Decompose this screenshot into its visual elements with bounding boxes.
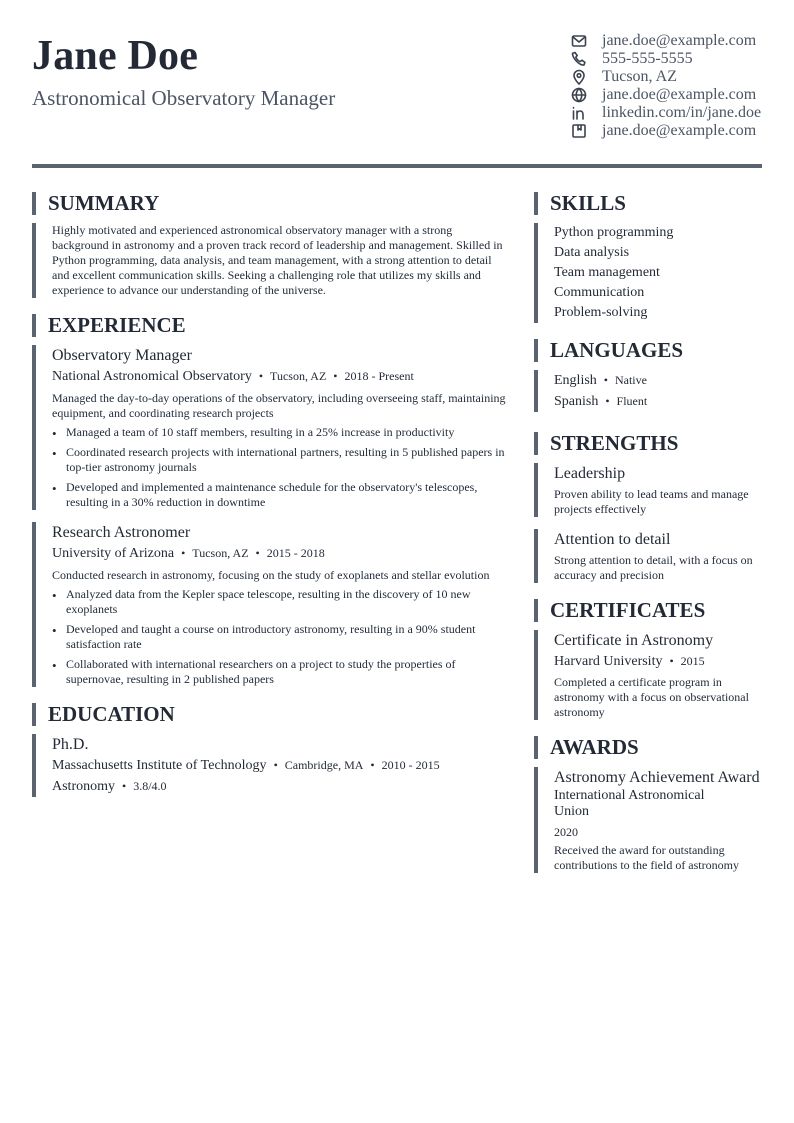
education-section: [32, 703, 510, 797]
list-item: Spanish • Fluent: [554, 394, 648, 409]
list-item: • Developed and taught a course on introductory astronomy, resulting in a 90% student satisfaction rate: [52, 622, 510, 652]
location-icon: [570, 68, 588, 86]
strength-description: Proven ability to lead teams and manage projects effectively: [554, 487, 749, 516]
linkedin-icon: [570, 104, 588, 122]
contact-text: Tucson, AZ: [602, 68, 677, 85]
candidate-name: Jane Doe: [32, 33, 199, 79]
left-column: [32, 192, 510, 813]
strength-entry: [534, 463, 770, 517]
strength-description: Strong attention to detail, with a focus on accuracy and precision: [554, 553, 753, 582]
language-name: English: [554, 373, 597, 388]
skills-section: [534, 192, 770, 323]
contact-portfolio[interactable]: [570, 122, 780, 140]
language-level: Fluent: [616, 394, 648, 408]
award-entry: [534, 767, 770, 873]
list-item: English • Native: [554, 373, 647, 388]
languages-list: [534, 370, 770, 412]
bookmark-icon: [570, 122, 588, 140]
contact-list: [570, 32, 780, 140]
employer: National Astronomical Observatory: [52, 369, 252, 384]
school-meta: Massachusetts Institute of Technology • Cambridge, MA • 2010 - 2015: [52, 758, 440, 773]
right-column: [534, 192, 770, 889]
mail-icon: [570, 32, 588, 50]
job-meta: National Astronomical Observatory • Tucson, AZ • 2018 - Present: [52, 369, 414, 384]
section-title: EXPERIENCE: [32, 314, 510, 337]
job-description: Managed the day-to-day operations of the observatory, including overseeing staff, maintaining equipment, and coordinating research projects: [52, 391, 506, 420]
certificate-description: Completed a certificate program in astronomy with a focus on observational astronomy: [554, 675, 749, 719]
school: Massachusetts Institute of Technology: [52, 758, 267, 773]
job-dates: 2018 - Present: [344, 369, 414, 383]
contact-text: jane.doe@example.com: [602, 32, 757, 49]
awards-section: [534, 736, 770, 873]
strength-entry: [534, 529, 770, 583]
education-entry: [32, 734, 510, 797]
skills-list: [534, 223, 770, 323]
contact-location: [570, 68, 780, 86]
list-item: • Coordinated research projects with international partners, resulting in 5 published papers in top-tier astronomy journals: [52, 445, 510, 475]
contact-website[interactable]: [570, 86, 780, 104]
list-item: Communication: [554, 285, 645, 300]
job-achievements: [52, 587, 510, 687]
award-issuer: International Astronomical Union: [554, 788, 705, 819]
strength-title: Attention to detail: [554, 531, 671, 548]
certificates-section: [534, 599, 770, 720]
certificate-entry: [534, 630, 770, 720]
strength-title: Leadership: [554, 465, 626, 482]
job-location: Tucson, AZ: [270, 369, 327, 383]
certificate-year: 2015: [680, 654, 705, 668]
certificate-meta: Harvard University • 2015: [554, 654, 705, 669]
gpa: 3.8/4.0: [133, 779, 167, 793]
section-title: EDUCATION: [32, 703, 510, 726]
section-title: SKILLS: [534, 192, 770, 215]
languages-section: [534, 339, 770, 412]
list-item: • Developed and implemented a maintenance schedule for the observatory's telescopes, resulting in a 30% reduction in downtime: [52, 480, 510, 510]
list-item: • Collaborated with international researchers on a project to study the properties of supernovae, resulting in 2 published papers: [52, 657, 510, 687]
employer: University of Arizona: [52, 546, 175, 561]
award-description: Received the award for outstanding contributions to the field of astronomy: [554, 843, 739, 872]
award-year: 2020: [554, 825, 578, 839]
field-meta: Astronomy • 3.8/4.0: [52, 779, 167, 794]
field-of-study: Astronomy: [52, 779, 115, 794]
list-item: Team management: [554, 265, 660, 280]
section-title: LANGUAGES: [534, 339, 770, 362]
job-title: Observatory Manager: [52, 347, 192, 364]
phone-icon: [570, 50, 588, 68]
language-name: Spanish: [554, 394, 599, 409]
school-location: Cambridge, MA: [284, 758, 364, 772]
contact-text: jane.doe@example.com: [602, 86, 757, 103]
section-title: AWARDS: [534, 736, 770, 759]
job-title: Research Astronomer: [52, 524, 191, 541]
list-item: • Managed a team of 10 staff members, resulting in a 25% increase in productivity: [52, 425, 510, 440]
list-item: Python programming: [554, 225, 674, 240]
candidate-role: Astronomical Observatory Manager: [32, 86, 336, 110]
list-item: Problem-solving: [554, 305, 648, 320]
degree: Ph.D.: [52, 736, 89, 753]
list-item: • Analyzed data from the Kepler space telescope, resulting in the discovery of 10 new exoplanets: [52, 587, 510, 617]
experience-entry: [32, 345, 510, 510]
job-meta: University of Arizona • Tucson, AZ • 2015 - 2018: [52, 546, 325, 561]
job-dates: 2015 - 2018: [266, 546, 325, 560]
job-description: Conducted research in astronomy, focusing on the study of exoplanets and stellar evolution: [52, 568, 490, 582]
contact-phone[interactable]: [570, 50, 780, 68]
job-achievements: [52, 425, 510, 510]
strengths-section: [534, 432, 770, 583]
contact-linkedin[interactable]: [570, 104, 780, 122]
experience-section: [32, 314, 510, 687]
contact-text: linkedin.com/in/jane.doe: [602, 104, 762, 121]
globe-icon: [570, 86, 588, 104]
header-divider: [32, 164, 762, 168]
section-title: CERTIFICATES: [534, 599, 770, 622]
certificate-issuer: Harvard University: [554, 654, 663, 669]
job-location: Tucson, AZ: [192, 546, 249, 560]
contact-email[interactable]: [570, 32, 780, 50]
school-dates: 2010 - 2015: [381, 758, 440, 772]
language-level: Native: [614, 373, 647, 387]
certificate-title: Certificate in Astronomy: [554, 632, 714, 649]
summary-text: Highly motivated and experienced astronomical observatory manager with a strong background in astronomy and a proven track record of leadership and management. Skilled in Python programming, data analysis, and team management, with a strong attention to detail and excellent communication skills. Seeking a challenging role that utilizes my skills and experience to advance our understanding of the universe.: [32, 223, 510, 298]
section-title: SUMMARY: [32, 192, 510, 215]
award-title: Astronomy Achievement Award: [554, 769, 760, 786]
section-title: STRENGTHS: [534, 432, 770, 455]
contact-text: 555-555-5555: [602, 50, 693, 67]
contact-text: jane.doe@example.com: [602, 122, 757, 139]
experience-entry: [32, 522, 510, 687]
summary-section: [32, 192, 510, 298]
list-item: Data analysis: [554, 245, 630, 260]
